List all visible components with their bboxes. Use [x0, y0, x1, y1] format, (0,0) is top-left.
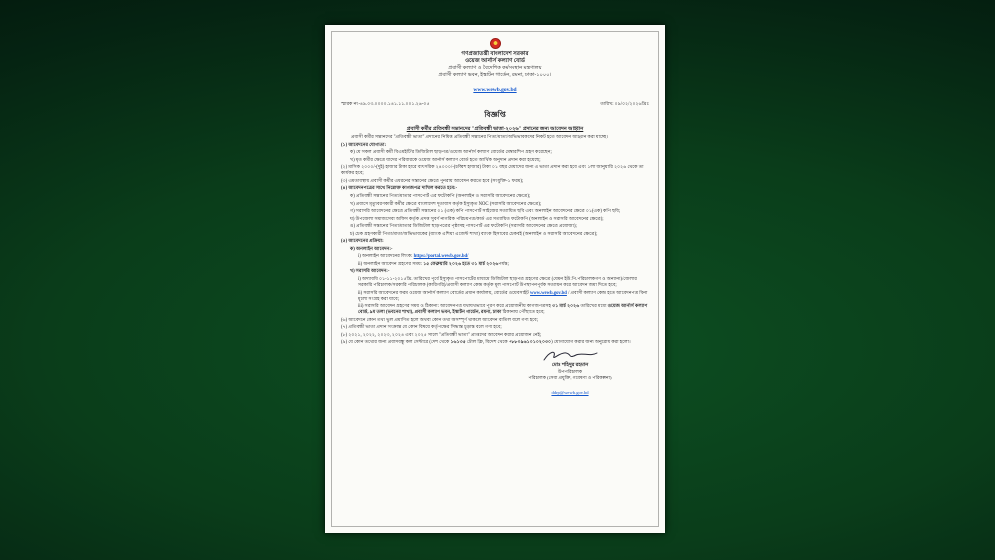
document-line	[341, 165, 649, 177]
text-segment: (৮) ২০২১, ২০২২, ২০২৩, ২০২৪ এবং ২০২৫ সালে "প্রতিবন্ধী ভাতা" প্রাপ্তদের আবেদন করার প্রয়োজন নেই;	[341, 332, 542, 338]
document-line	[341, 232, 649, 238]
document-line	[341, 277, 649, 289]
text-segment: খ) সরাসরি আবেদন:-	[350, 269, 390, 275]
text-segment: +৮৮০৯৬১০১০২০৩০	[508, 340, 552, 346]
text-segment: ) যোগাযোগ করার জন্য অনুরোধ করা হলো।	[551, 340, 631, 346]
text-segment: (১) আবেদনের যোগ্যতা:	[341, 142, 387, 148]
document-line	[341, 304, 649, 316]
notice-label: বিজ্ঞপ্তি	[484, 110, 506, 120]
text-segment: ১৫ ফেব্রুয়ারি ২০২৬ হতে ৩১ মার্চ ২০২৬	[423, 261, 499, 267]
text-segment: খ) প্রবাসে মৃত্যুবরণকারী কর্মীর ক্ষেত্রে বাংলাদেশ দূতাবাস কর্তৃক ইস্যুকৃত NOC (সরাসরি আবেদনের ক্ষেত্রে);	[350, 201, 542, 207]
text-segment: (৭) প্রতিবন্ধী ভাতা প্রদান সংক্রান্ত যে কোন বিষয়ে কর্তৃপক্ষের সিদ্ধান্ত চূড়ান্ত বলে গণ্য হবে;	[341, 325, 502, 331]
document-line	[341, 247, 649, 253]
text-segment: ii) অনলাইন আবেদন গ্রহণের সময়:	[358, 261, 424, 267]
text-segment: তারিখের মধ্যে	[579, 304, 608, 310]
text-segment: ওয়েজ আর্নার্স কল্যাণ বোর্ড, ৯ম তলা (ভবনের শাখা), প্রবাসী কল্যাণ ভবন, ইস্কাটন গার্ডেন, রমনা, ঢাকা	[358, 304, 648, 316]
text-segment: ক) অনলাইন আবেদন:-	[350, 246, 393, 252]
document-title: প্রবাসী কর্মীর প্রতিবন্ধী সন্তানদের "প্রতিবন্ধী ভাতা-২০২৬" প্রদানের জন্য আবেদন আহ্বান	[406, 125, 584, 132]
document-line	[341, 239, 649, 245]
signature-scribble-icon	[491, 348, 649, 363]
document-line	[341, 202, 649, 208]
header-address: প্রবাসী কল্যাণ ভবন, ইস্কাটন গার্ডেন, রমনা, ঢাকা-১০০০।	[438, 71, 552, 78]
text-segment: i) অনলাইন আবেদনের লিংক:	[358, 254, 414, 260]
text-segment: (৫) আবেদনের প্রক্রিয়া:	[341, 239, 384, 245]
document-line	[341, 186, 649, 192]
text-segment: খ) মৃত কর্মীর ক্ষেত্রে যাদের পরিবারকে ওয়েজ আর্নার্স কল্যাণ বোর্ড হতে আর্থিক অনুদান প্রদান করা হয়েছে;	[350, 157, 541, 163]
text-segment: / প্রবাসী কল্যাণ কেন্দ্র হতে আবেদনপত্র বিনা মূল্যে সংগ্রহ করা যাবে;	[358, 290, 648, 302]
document-line	[341, 179, 649, 185]
document-line	[341, 224, 649, 230]
government-emblem-icon	[490, 38, 501, 49]
text-segment: ১৬১৩৫	[450, 340, 466, 346]
signatory-designation: উপপরিচালক	[557, 368, 583, 374]
text-segment: (৬) আবেদনে কোন তথ্য ভুল প্রমাণিত হলে অথবা কোন তথ্য অসম্পূর্ণ থাকলে আবেদন বাতিল বলে গণ্য হবে;	[341, 317, 539, 323]
text-segment: ক) যে সকল প্রবাসী কর্মী বিএমইটি'র ডিজিটাল ছাড়পত্র/ওয়েজ আর্নার্স কল্যাণ বোর্ডের মেম্বারশিপ গ্রহণ করেছেন;	[350, 150, 552, 156]
document-content	[332, 32, 658, 526]
document-line	[341, 209, 649, 215]
document-line	[341, 254, 649, 260]
document-line	[341, 318, 649, 324]
header-government: গণপ্রজাতন্ত্রী বাংলাদেশ সরকার	[461, 51, 529, 57]
document-page	[325, 25, 665, 533]
text-segment: iii) সরাসরি আবেদন গ্রহণের সময় ও ঠিকানা: আবেদনপত্র যথাযথভাবে পূরণ করে প্রয়োজনীয় কাগজপত্রসহ	[358, 304, 553, 310]
text-segment: (২) মাসিক ২০০০/-(দুই) হাজার টাকা হারে বাৎসরিক ২৪০০০/-(চব্বিশ হাজার) টাকা ০১ বছর মেয়াদের জন্য এ ভাতা প্রদান করা হবে এবং ১লা জানুয়ারি ২০২৬ থেকে তা কার্যকর হবে;	[341, 165, 644, 177]
header-organization: ওয়েজ আর্নার্স কল্যাণ বোর্ড	[465, 58, 525, 64]
text-segment: টোল ফ্রি, বিদেশ থেকে	[465, 340, 509, 346]
document-link[interactable]: www.wewb.gov.bd	[530, 290, 567, 296]
text-segment: (৩) এমতাবস্থায় প্রবাসী কর্মীর এধরনের সন্তানের ক্ষেত্রে পুনরায় আবেদন করতে হবে (সংযুক্তি-১ ফরম);	[341, 178, 524, 184]
document-body	[341, 143, 649, 347]
document-line	[341, 217, 649, 223]
document-line	[341, 340, 649, 346]
text-segment: ক) প্রতিবন্ধী সন্তানের পিতা/মাতার পাসপোর্ট এর ফটোকপি (অনলাইন ও সরাসরি আবেদনের ক্ষেত্রে);	[350, 194, 531, 200]
memo-row	[341, 100, 649, 108]
document-line	[341, 158, 649, 164]
document-line	[341, 325, 649, 331]
document-line	[341, 269, 649, 275]
document-line	[341, 333, 649, 339]
signatory-name: মোঃ শহিদুর রহমান	[551, 362, 589, 368]
text-segment: (৯) যে কোন তথ্যের জন্য প্রবাসবন্ধু কল সেন্টারে (দেশ থেকে	[341, 340, 451, 346]
text-segment: ঠিকানায় পৌঁছাতে হবে;	[501, 310, 545, 316]
text-segment: ঘ) উপজেলা সমাজসেবা অফিস কর্তৃক প্রদত্ত সুবর্ণ নাগরিক পরিচয়পত্র/কার্ড এর সত্যায়িত ফটোকপি (অনলাইন ও সরাসরি আবেদনের ক্ষেত্রে);	[350, 216, 604, 222]
intro-paragraph: প্রবাসী কর্মীর সন্তানদের "প্রতিবন্ধী ভাতা" প্রদানের নিমিত্ত প্রতিবন্ধী সন্তানের পিতা/মাতা/অভিভাবকদের নিকট হতে আবেদন আহ্বান করা যাচ্ছে।	[351, 135, 608, 141]
text-segment: পর্যন্ত;	[498, 261, 509, 267]
document-line	[341, 143, 649, 149]
document-line	[341, 291, 649, 303]
document-link[interactable]: https://portal.wewb.gov.bd/	[413, 254, 469, 260]
memo-number: স্মারক নং-৪৯.০৩.০০০০.১৪১.১১.০০১.২৬-০৫	[341, 102, 430, 108]
text-segment: i) অদ্যাবধি ০১-১১-২০১৫খ্রি. তারিখের পূর্বে ইস্যুকৃত পাসপোর্টের মাধ্যমে ডিজিটাল ছাড়পত্র গ্রহণের ক্ষেত্রে (যেমন ইউ.পি.পরিচালকগণ ও অন্যান্য)/জেলার সরকারি পরিচালক/সরকারি পরিচালক (কারিগরি)/প্রবাসী কল্যাণ কেন্দ্র কর্তৃক মূল পাসপোর্ট উপস্থাপনপূর্বক সত্যায়ন করে আবেদন জমা দিতে হবে;	[358, 277, 637, 289]
text-segment: গ) সরাসরি আবেদনের ক্ষেত্রে প্রতিবন্ধী সন্তানের ০১ (এক) কপি পাসপোর্ট সাইজের সত্যায়িত ছবি এবং অনলাইন আবেদনের ক্ষেত্রে ০১(এক) কপি ছবি;	[350, 209, 621, 215]
text-segment: ii) সরাসরি আবেদনের ফরম ওয়েজ আর্নার্স কল্যাণ বোর্ডের প্রধান কার্যালয়, বোর্ডের ওয়েবসাইট	[358, 290, 531, 296]
header-website-link[interactable]: www.wewb.gov.bd	[473, 87, 517, 94]
memo-date: তারিখ: ০৯/০২/২০২৬খ্রিঃ	[600, 102, 649, 108]
document-line	[341, 262, 649, 268]
header-ministry: প্রবাসী কল্যাণ ও বৈদেশিক কর্মসংস্থান মন্ত্রণালয়	[448, 65, 542, 71]
signatory-department: পরিচালক (সেবা প্রযুক্তি, গবেষণা ও পরিকল্পনা)	[528, 374, 612, 380]
signature-block	[491, 348, 649, 399]
document-header	[341, 38, 649, 96]
text-segment: (৪) আবেদনপত্রের সাথে নিম্নোক্ত কাগজপত্র দাখিল করতে হবে:-	[341, 186, 458, 192]
text-segment: ঙ) প্রতিবন্ধী সন্তানের পিতা/মাতার ডিজিটাল ছাড়পত্রের পৃষ্ঠাসহ পাসপোর্ট এর ফটোকপি (সরাসরি আবেদনের ক্ষেত্রে প্রযোজ্য);	[350, 224, 577, 230]
document-line	[341, 194, 649, 200]
text-segment: ৩১ মার্চ ২০২৬	[552, 304, 580, 310]
document-line	[341, 150, 649, 156]
text-segment: চ) চেক গ্রহণকারী পিতা/মাতা/অভিভাবকের (ব্যাংক এশিয়া এজেন্ট শাখা) ব্যাংক হিসাবের চেকবই (অনলাইন ও সরাসরি আবেদনের ক্ষেত্রে);	[350, 231, 598, 237]
signatory-email-link[interactable]: ddrp@wewb.gov.bd	[551, 389, 589, 395]
